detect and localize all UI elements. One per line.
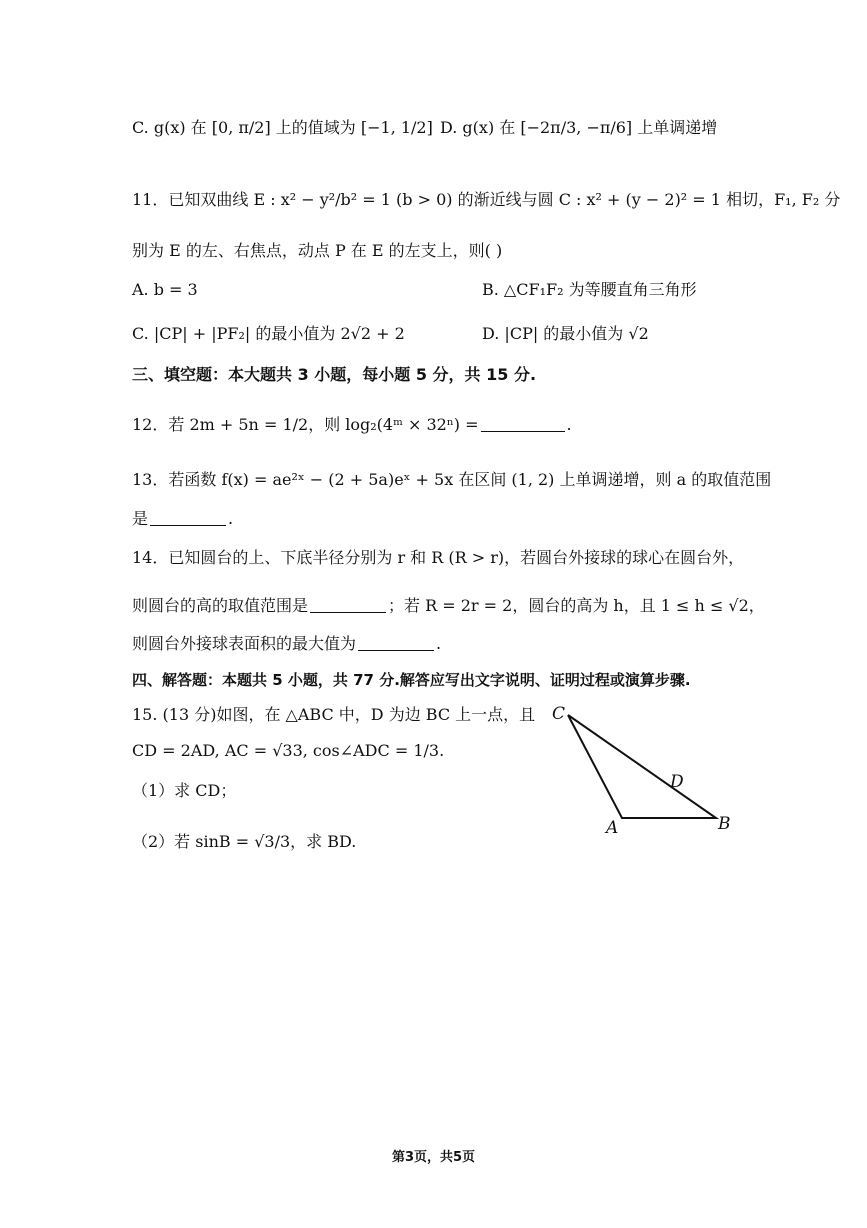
- label-b: B: [718, 814, 731, 834]
- q14-line1: 14．已知圆台的上、下底半径分别为 r 和 R (R > r)，若圆台外接球的球心在圆台外，: [132, 548, 745, 567]
- q14-line2a: 则圆台的高的取值范围是: [132, 596, 309, 615]
- q13-answer-blank[interactable]: [150, 511, 226, 526]
- q14-line2: [132, 596, 765, 616]
- label-c: C: [552, 704, 566, 724]
- q12-end: .: [566, 415, 572, 434]
- q14-line3-text: 则圆台外接球表面积的最大值为: [132, 634, 357, 653]
- label-d: D: [670, 772, 684, 792]
- q11-stem-line1: 11．已知双曲线 E : x² − y²/b² = 1 (b > 0) 的渐近线与圆 C : x² + (y − 2)² = 1 相切，F₁, F₂ 分: [132, 190, 841, 209]
- q15-line2: CD = 2AD, AC = √33, cos∠ADC = 1/3.: [132, 741, 445, 760]
- q14-line2b: ；若 R = 2r = 2，圆台的高为 h，且 1 ≤ h ≤ √2，: [388, 596, 765, 615]
- q13-end: .: [228, 509, 234, 528]
- triangle-figure: [540, 695, 750, 845]
- section-fill-in-heading: 三、填空题：本大题共 3 小题，每小题 5 分，共 15 分.: [132, 365, 537, 384]
- label-a: A: [606, 818, 619, 838]
- q15-part2: （2）若 sinB = √3/3，求 BD.: [132, 832, 357, 851]
- q12-text: 12．若 2m + 5n = 1/2，则 log₂(4ᵐ × 32ⁿ) =: [132, 415, 479, 434]
- q14-line3: [132, 634, 441, 654]
- q11-stem-line2: 别为 E 的左、右焦点，动点 P 在 E 的左支上，则( ): [132, 241, 503, 260]
- q13-line2-text: 是: [132, 509, 149, 528]
- q11-option-a: A. b = 3: [132, 280, 198, 299]
- q12: [132, 415, 572, 435]
- q14-answer-blank-2[interactable]: [358, 636, 434, 651]
- page-footer: 第3页，共5页: [391, 1150, 476, 1165]
- q11-option-c: C. |CP| + |PF₂| 的最小值为 2√2 + 2: [132, 324, 405, 343]
- q13-line2: [132, 509, 233, 529]
- q11-option-b: B. △CF₁F₂ 为等腰直角三角形: [482, 280, 697, 299]
- section-solution-heading: 四、解答题：本题共 5 小题，共 77 分.解答应写出文字说明、证明过程或演算步骤.: [132, 671, 691, 689]
- q11-option-d: D. |CP| 的最小值为 √2: [482, 324, 649, 343]
- q14-end: .: [436, 634, 442, 653]
- triangle-lines: [568, 715, 716, 818]
- q13-line1: 13．若函数 f(x) = ae²ˣ − (2 + 5a)eˣ + 5x 在区间 (1, 2) 上单调递增，则 a 的取值范围: [132, 470, 772, 489]
- q10-option-c: C. g(x) 在 [0, π/2] 上的值域为 [−1, 1/2]: [132, 118, 433, 137]
- q10-option-d: D. g(x) 在 [−2π/3, −π/6] 上单调递增: [440, 118, 718, 137]
- q15-part1: （1）求 CD；: [132, 781, 237, 800]
- q15-line1: 15. (13 分)如图，在 △ABC 中，D 为边 BC 上一点，且: [132, 705, 536, 724]
- q14-answer-blank-1[interactable]: [310, 598, 386, 613]
- q12-answer-blank[interactable]: [481, 417, 565, 432]
